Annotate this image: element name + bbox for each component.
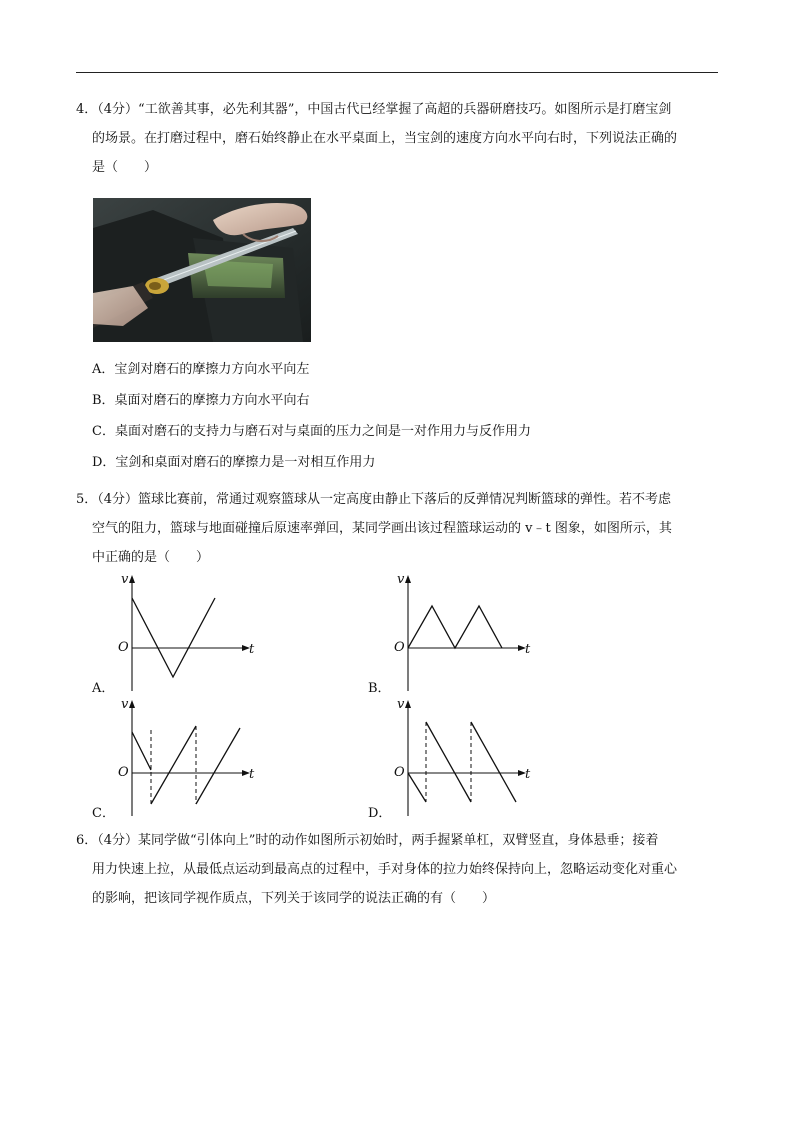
question-6-stem xyxy=(76,826,718,913)
question-4-line-2: 的场景。在打磨过程中，磨石始终静止在水平桌面上，当宝剑的速度方向水平向右时，下列说法正确的 xyxy=(92,131,678,146)
graph-c-letter: C． xyxy=(92,806,115,821)
graph-a-curve xyxy=(132,598,215,677)
question-6-line-1: 6．（4分）某同学做“引体向上”时的动作如图所示初始时，两手握紧单杠，双臂竖直，身体悬垂；接着 xyxy=(76,833,659,848)
graph-d-svg xyxy=(368,698,538,818)
question-4-option-c: C．桌面对磨石的支持力与磨石对与桌面的压力之间是一对作用力与反作用力 xyxy=(92,424,531,439)
graph-b-v-arrow xyxy=(405,575,411,583)
graph-c-t-label: t xyxy=(249,767,255,782)
question-4-option-b: B．桌面对磨石的摩擦力方向水平向右 xyxy=(92,393,310,408)
graph-a-v-arrow xyxy=(129,575,135,583)
graph-option-d xyxy=(368,697,531,821)
graph-c-curve-seg-1 xyxy=(132,732,151,770)
graph-d-t-label: t xyxy=(525,767,531,782)
graph-b-v-label: v xyxy=(397,572,405,587)
question-4-stem xyxy=(76,95,718,182)
question-4-option-a: A．宝剑对磨石的摩擦力方向水平向左 xyxy=(92,362,310,377)
question-6-line-3: 的影响，把该同学视作质点，下列关于该同学的说法正确的有（ ） xyxy=(92,891,496,906)
graph-a-origin-label: O xyxy=(118,640,129,655)
graph-d-v-label: v xyxy=(397,697,405,712)
sword-grinding-illustration xyxy=(93,198,311,342)
question-4-line-1: 4．（4分）“工欲善其事，必先利其器”，中国古代已经掌握了高超的兵器研磨技巧。如图所示是打磨宝剑 xyxy=(76,102,672,117)
graph-c-v-arrow xyxy=(129,700,135,708)
question-5-line-1: 5．（4分）篮球比赛前，常通过观察篮球从一定高度由静止下落后的反弹情况判断篮球的弹性。若不考虑 xyxy=(76,492,672,507)
graph-c-curve-seg-2 xyxy=(151,726,196,804)
graph-b-curve xyxy=(408,606,502,648)
graph-d-curve-seg-3 xyxy=(471,722,516,802)
question-4-option-d: D．宝剑和桌面对磨石的摩擦力是一对相互作用力 xyxy=(92,455,376,470)
question-4-line-3: 是（ ） xyxy=(92,160,158,175)
question-6-line-2: 用力快速上拉，从最低点运动到最高点的过程中，手对身体的拉力始终保持向上，忽略运动变化对重心 xyxy=(92,862,678,877)
graph-c-origin-label: O xyxy=(118,765,129,780)
graph-c-svg xyxy=(92,698,262,818)
graph-d-curve-seg-2 xyxy=(426,722,471,802)
graph-option-a xyxy=(92,572,255,696)
question-5-stem xyxy=(76,485,718,572)
graph-a-v-label: v xyxy=(121,572,129,587)
graph-d-curve-seg-1 xyxy=(408,773,426,802)
graph-c-curve-seg-3 xyxy=(196,728,240,804)
graph-b-t-label: t xyxy=(525,642,531,657)
graph-c-v-label: v xyxy=(121,697,129,712)
graph-d-v-arrow xyxy=(405,700,411,708)
graph-d-letter: D． xyxy=(368,806,392,821)
graph-b-origin-label: O xyxy=(394,640,405,655)
graph-option-b xyxy=(368,572,531,696)
header-rule xyxy=(76,72,718,73)
graph-b-svg xyxy=(368,573,538,693)
graph-a-svg xyxy=(92,573,262,693)
question-5-line-3: 中正确的是（ ） xyxy=(92,550,210,565)
question-5-line-2: 空气的阻力，篮球与地面碰撞后原速率弹回，某同学画出该过程篮球运动的 v﹣t 图象，如图所示，其 xyxy=(92,521,672,536)
graph-d-origin-label: O xyxy=(394,765,405,780)
graph-a-t-label: t xyxy=(249,642,255,657)
graph-a-letter: A． xyxy=(92,681,115,696)
graph-option-c xyxy=(92,697,255,821)
sword-grinding-photo xyxy=(93,198,311,342)
graph-b-letter: B． xyxy=(368,681,391,696)
